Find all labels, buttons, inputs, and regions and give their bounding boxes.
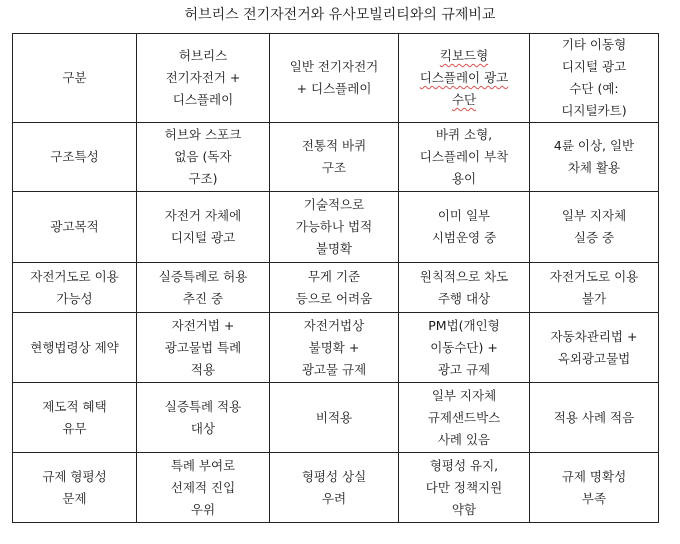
table-row [13, 383, 659, 453]
table-cell: 형평성 유지, 다만 정책지원 약함 [399, 453, 530, 523]
table-row [13, 123, 659, 192]
table-cell: 특례 부여로 선제적 진입 우위 [137, 453, 270, 523]
table-cell: 자전거법상 불명확 + 광고물 규제 [270, 313, 399, 383]
page-title: 허브리스 전기자전거와 유사모빌리티와의 규제비교 [184, 7, 496, 23]
row-label-cell: 현행법령상 제약 [13, 313, 137, 383]
row-label-cell: 광고목적 [13, 192, 137, 263]
table-cell: 자동차관리법 + 옥외광고물법 [530, 313, 659, 383]
table-cell: 자전거법 + 광고물법 특례 적용 [137, 313, 270, 383]
header-cell-text: 킥보드형 디스플레이 광고 수단 [419, 48, 509, 107]
header-cell [399, 34, 530, 123]
table-cell: 전통적 바퀴 구조 [270, 123, 399, 192]
table-cell: 비적용 [270, 383, 399, 453]
table-cell: 실증특례로 허용 추진 중 [137, 263, 270, 313]
regulation-comparison-table [12, 33, 659, 523]
row-label-cell: 규제 형평성 문제 [13, 453, 137, 523]
table-cell: 적용 사례 적음 [530, 383, 659, 453]
table-cell: 형평성 상실 우려 [270, 453, 399, 523]
header-cell: 기타 이동형 디지털 광고 수단 (예: 디지털카트) [530, 34, 659, 123]
table-cell: 기술적으로 가능하나 법적 불명확 [270, 192, 399, 263]
table-cell: 무게 기준 등으로 어려움 [270, 263, 399, 313]
table-row [13, 313, 659, 383]
table-cell: 원칙적으로 차도 주행 대상 [399, 263, 530, 313]
row-label-cell: 제도적 혜택 유무 [13, 383, 137, 453]
table-cell: 실증특례 적용 대상 [137, 383, 270, 453]
table-cell: 규제 명확성 부족 [530, 453, 659, 523]
table-row [13, 263, 659, 313]
header-cell: 일반 전기자전거 + 디스플레이 [270, 34, 399, 123]
table-cell: 일부 지자체 규제샌드박스 사례 있음 [399, 383, 530, 453]
table-cell: 자전거도로 이용 불가 [530, 263, 659, 313]
header-cell: 허브리스 전기자전거 + 디스플레이 [137, 34, 270, 123]
table-cell: 자전거 자체에 디지털 광고 [137, 192, 270, 263]
row-label-cell: 구조특성 [13, 123, 137, 192]
table-cell: 일부 지자체 실증 중 [530, 192, 659, 263]
table-row [13, 192, 659, 263]
table-cell: 바퀴 소형, 디스플레이 부착 용이 [399, 123, 530, 192]
table-header-row [13, 34, 659, 123]
header-cell: 구분 [13, 34, 137, 123]
table-cell: 4륜 이상, 일반 차체 활용 [530, 123, 659, 192]
row-label-cell: 자전거도로 이용 가능성 [13, 263, 137, 313]
table-cell: 이미 일부 시범운영 중 [399, 192, 530, 263]
table-cell: 허브와 스포크 없음 (독자 구조) [137, 123, 270, 192]
table-cell: PM법(개인형 이동수단) + 광고 규제 [399, 313, 530, 383]
table-row [13, 453, 659, 523]
